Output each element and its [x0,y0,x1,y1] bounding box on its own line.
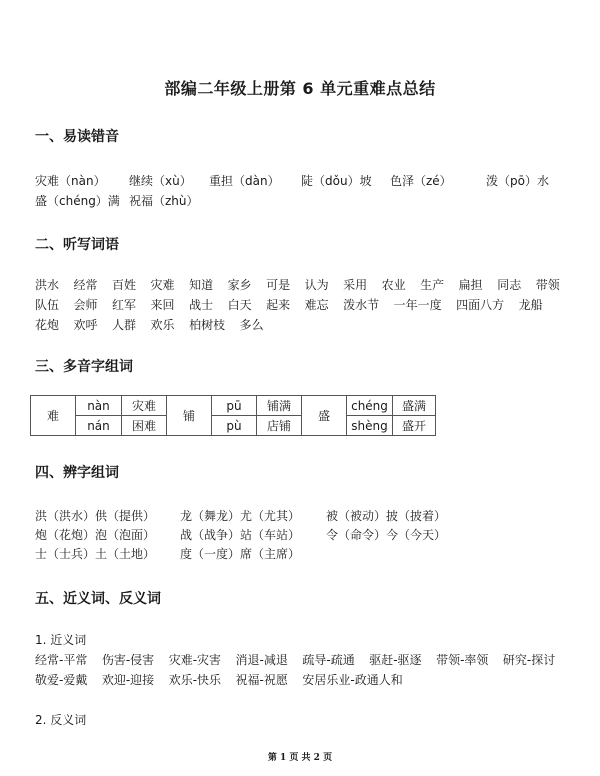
misread-item: 重担（dàn） [209,174,280,188]
pinyin-cell: nàn [76,396,122,416]
distinguish-item: 洪（洪水）供（提供） [35,509,156,523]
word: 难忘 [304,298,329,312]
synonym-pair: 欢迎-迎接 [101,673,155,687]
dictation-row-3 [35,316,278,333]
table-row [31,416,436,436]
distinguish-item: 被（被动）披（披着） [326,509,447,523]
page-number: 第 1 页 共 2 页 [267,753,333,763]
misread-item: 继续（xù） [129,174,192,188]
word: 队伍 [35,298,60,312]
word-cell: 灾难 [122,396,167,416]
word: 家乡 [227,278,252,292]
word: 洪水 [35,278,60,292]
distinguish-item: 士（士兵）土（土地） [35,547,156,561]
misread-item: 陡（dǒu）坡 [301,174,372,188]
dictation-row-1 [35,276,574,293]
synonym-pair: 疏导-疏通 [302,653,355,667]
word: 百姓 [112,278,137,292]
poly-char: 难 [31,396,76,436]
word: 采用 [343,278,368,292]
word-cell: 困难 [122,416,167,436]
word: 灾难 [150,278,175,292]
word: 带领 [535,278,560,292]
word: 来回 [150,298,175,312]
section-heading-polyphonic: 三、多音字组词 [35,359,133,375]
pinyin-cell: pù [212,416,257,436]
pinyin-cell: nán [76,416,122,436]
synonym-pair: 伤害-侵害 [101,653,155,667]
word: 可是 [266,278,291,292]
synonyms-label: 1. 近义词 [35,633,87,647]
synonym-pair: 灾难-灾害 [168,653,222,667]
synonym-pair: 消退-减退 [235,653,288,667]
section-heading-synonyms-antonyms: 五、近义词、反义词 [35,591,161,607]
synonym-pair: 带领-率领 [436,653,489,667]
word: 四面八方 [456,298,505,312]
table-row [31,396,436,416]
word: 经常 [73,278,98,292]
synonym-pair: 欢乐-快乐 [168,673,222,687]
word: 生产 [420,278,445,292]
word: 同志 [497,278,522,292]
word: 花炮 [35,318,60,332]
word: 会师 [73,298,98,312]
word: 泼水节 [343,298,380,312]
distinguish-item: 战（战争）站（车站） [180,528,301,542]
word: 起来 [266,298,291,312]
synonym-pair: 安居乐业-政通人和 [302,673,403,687]
distinguish-item: 龙（舞龙）尤（尤其） [180,509,301,523]
distinguish-item: 令（命令）今（今天） [326,528,447,542]
word: 战士 [189,298,214,312]
word: 农业 [381,278,406,292]
word: 白天 [227,298,252,312]
section-heading-distinguish: 四、辨字组词 [35,465,119,481]
word-cell: 盛满 [393,396,436,416]
word: 扁担 [458,278,483,292]
word: 龙船 [518,298,543,312]
word: 欢呼 [73,318,98,332]
pinyin-cell: chéng [347,396,393,416]
word: 知道 [189,278,214,292]
synonym-pair: 研究-探讨 [502,653,556,667]
word: 欢乐 [150,318,175,332]
word-cell: 盛开 [393,416,436,436]
word-cell: 店铺 [257,416,302,436]
misread-item: 盛（chéng）满 [35,194,120,208]
distinguish-item: 炮（花炮）泡（泡面） [35,528,156,542]
antonyms-label: 2. 反义词 [35,713,87,727]
word: 柏树枝 [189,318,226,332]
pinyin-cell: pū [212,396,257,416]
misread-item: 祝福（zhù） [129,194,199,208]
section-heading-dictation: 二、听写词语 [35,237,119,253]
word: 多么 [239,318,264,332]
synonym-pair: 经常-平常 [35,653,88,667]
distinguish-item: 度（一度）席（主席） [180,547,301,561]
synonym-pair: 驱赶-驱逐 [369,653,422,667]
polyphonic-table [30,395,436,436]
word-cell: 铺满 [257,396,302,416]
word: 认为 [304,278,329,292]
section-heading-easily-misread: 一、易读错音 [35,129,119,145]
synonyms-row-1 [35,651,570,668]
misread-item: 泼（pō）水 [486,174,549,188]
synonym-pair: 敬爱-爱戴 [35,673,88,687]
misread-item: 灾难（nàn） [35,174,106,188]
pinyin-cell: shèng [347,416,393,436]
synonym-pair: 祝福-祝愿 [235,673,288,687]
dictation-row-2 [35,296,557,313]
misread-item: 色泽（zé） [390,174,452,188]
poly-char: 盛 [302,396,347,436]
word: 人群 [112,318,137,332]
word: 红军 [112,298,137,312]
word: 一年一度 [393,298,442,312]
poly-char: 铺 [167,396,212,436]
page-title: 部编二年级上册第 6 单元重难点总结 [164,79,436,98]
synonyms-row-2 [35,671,417,688]
